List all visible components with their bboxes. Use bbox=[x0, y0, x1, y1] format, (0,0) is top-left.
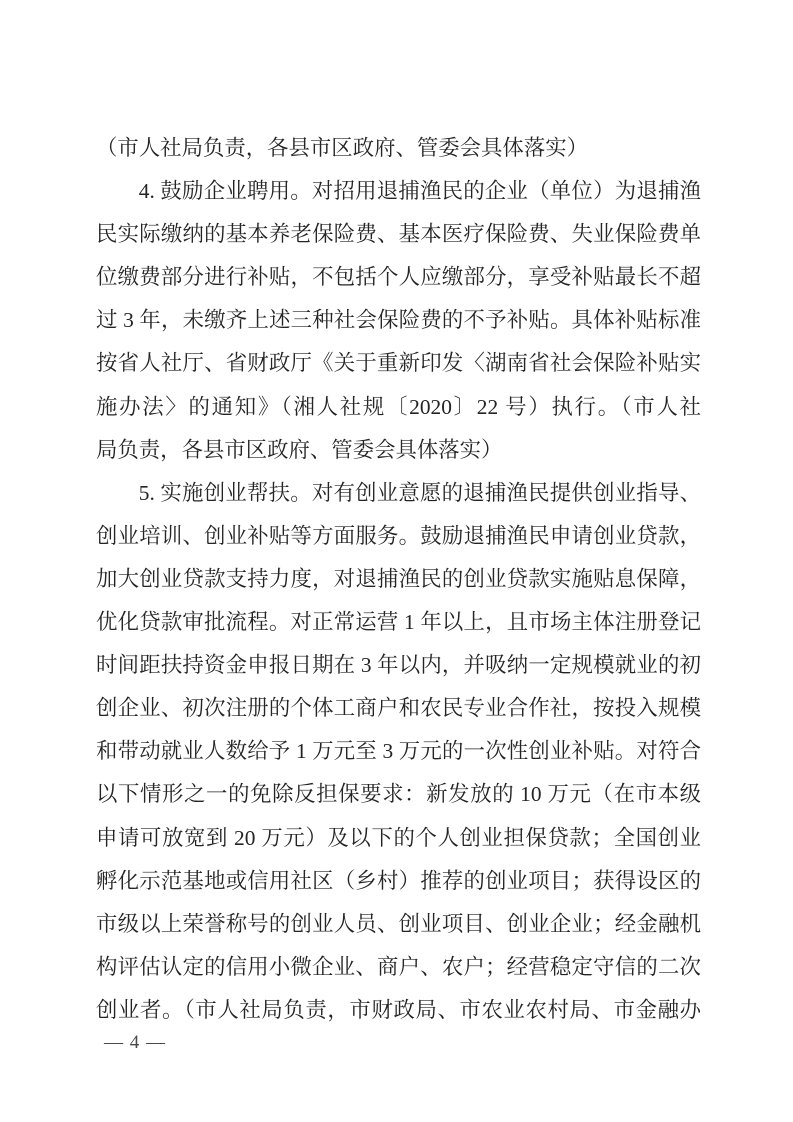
document-line: 创业培训、创业补贴等方面服务。鼓励退捕渔民申请创业贷款， bbox=[96, 523, 701, 548]
document-line: 市级以上荣誉称号的创业人员、创业项目、创业企业；经金融机 bbox=[96, 911, 701, 936]
document-line: 5. 实施创业帮扶。对有创业意愿的退捕渔民提供创业指导、 bbox=[138, 480, 701, 505]
document-line: 按省人社厅、省财政厅《关于重新印发〈湖南省社会保险补贴实 bbox=[96, 351, 701, 376]
document-line: 4. 鼓励企业聘用。对招用退捕渔民的企业（单位）为退捕渔 bbox=[138, 179, 701, 204]
document-line: 优化贷款审批流程。对正常运营 1 年以上，且市场主体注册登记 bbox=[96, 610, 701, 635]
document-line: 以下情形之一的免除反担保要求：新发放的 10 万元（在市本级 bbox=[96, 782, 701, 807]
document-line: 局负责，各县市区政府、管委会具体落实） bbox=[96, 437, 503, 462]
document-line: 过 3 年，未缴齐上述三种社会保险费的不予补贴。具体补贴标准 bbox=[96, 308, 701, 333]
document-line: 位缴费部分进行补贴，不包括个人应缴部分，享受补贴最长不超 bbox=[96, 265, 701, 290]
document-line: 施办法〉的通知》（湘人社规〔2020〕22 号）执行。（市人社 bbox=[96, 394, 701, 419]
document-line: 时间距扶持资金申报日期在 3 年以内，并吸纳一定规模就业的初 bbox=[96, 653, 701, 678]
document-line: 和带动就业人数给予 1 万元至 3 万元的一次性创业补贴。对符合 bbox=[96, 739, 701, 764]
document-line: 民实际缴纳的基本养老保险费、基本医疗保险费、失业保险费单 bbox=[96, 222, 701, 247]
document-line: 加大创业贷款支持力度，对退捕渔民的创业贷款实施贴息保障， bbox=[96, 566, 701, 591]
document-line: 孵化示范基地或信用社区（乡村）推荐的创业项目；获得设区的 bbox=[96, 868, 701, 893]
document-line: 创业者。（市人社局负责，市财政局、市农业农村局、市金融办 bbox=[96, 997, 701, 1022]
document-line: 申请可放宽到 20 万元）及以下的个人创业担保贷款；全国创业 bbox=[96, 825, 701, 850]
document-line: 创企业、初次注册的个体工商户和农民专业合作社，按投入规模 bbox=[96, 696, 701, 721]
document-body bbox=[96, 127, 701, 1032]
page-number: — 4 — bbox=[104, 1032, 166, 1053]
document-line: （市人社局负责，各县市区政府、管委会具体落实） bbox=[96, 136, 588, 160]
document-line: 构评估认定的信用小微企业、商户、农户；经营稳定守信的二次 bbox=[96, 954, 701, 979]
